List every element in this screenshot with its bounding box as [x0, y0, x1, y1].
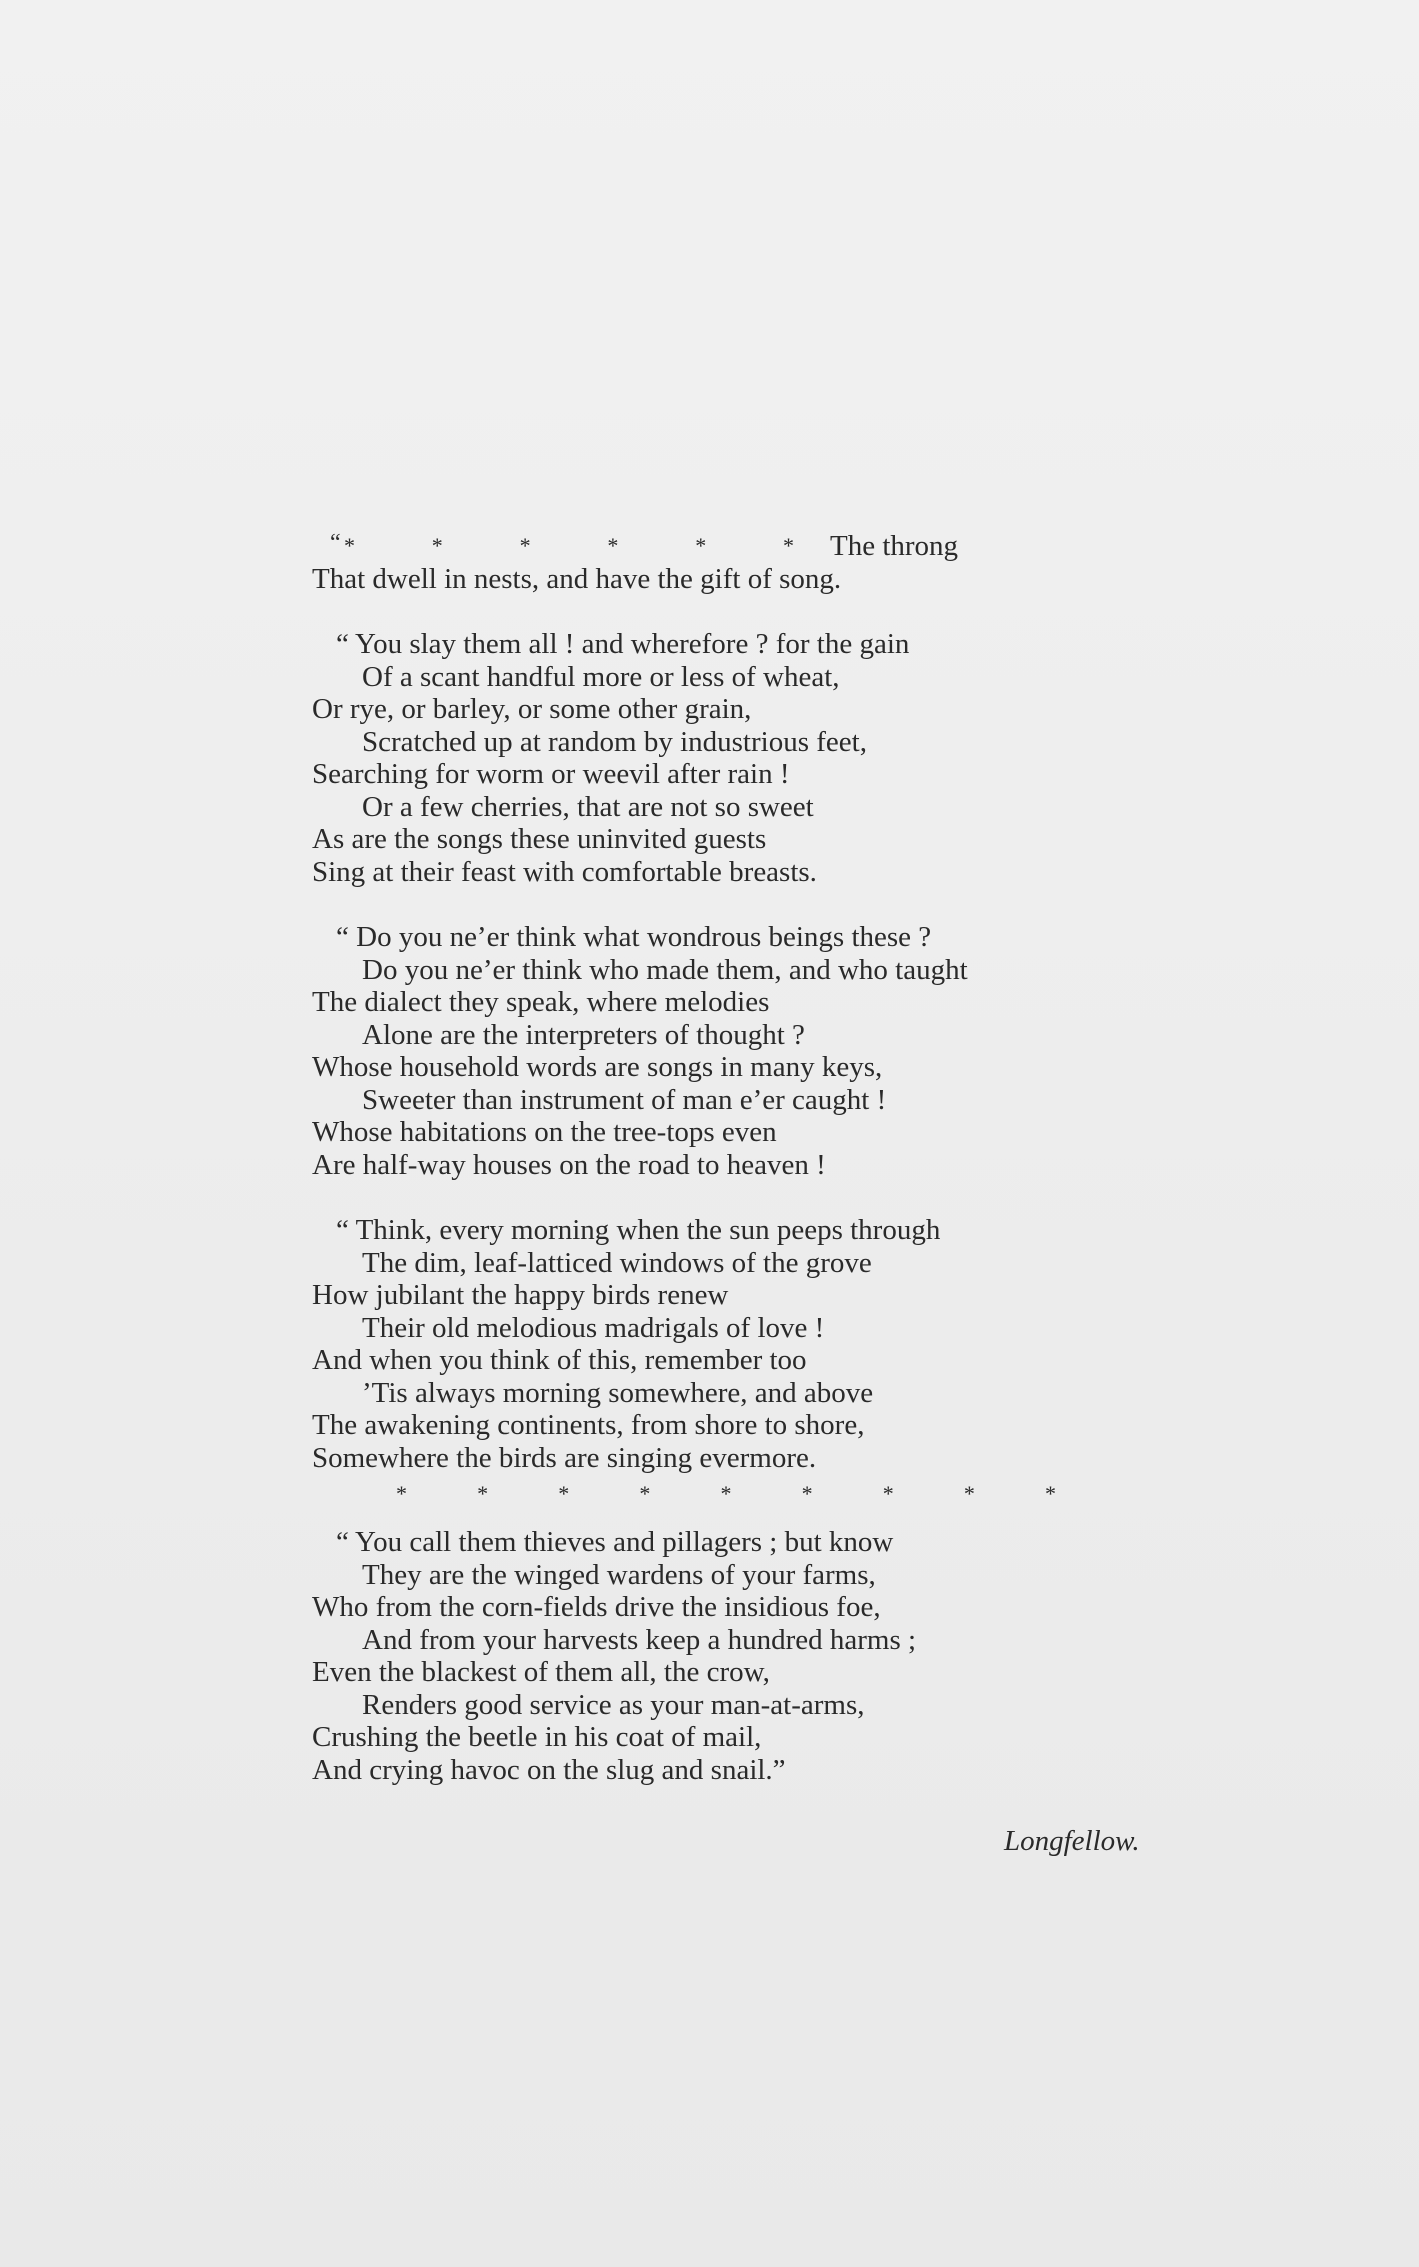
star: * [695, 533, 707, 558]
poem-line: “ You slay them all ! and wherefore ? for the gain [336, 628, 910, 660]
star: * [519, 533, 531, 558]
star: * [720, 1480, 732, 1506]
poem-line: Scratched up at random by industrious feet, [362, 725, 867, 758]
poem-line: Sing at their feast with comfortable breasts. [312, 855, 817, 888]
stanza [312, 1214, 1172, 1474]
poem-line: Of a scant handful more or less of wheat, [362, 660, 840, 693]
poem-line: Sweeter than instrument of man e’er caught ! [362, 1083, 887, 1116]
section-separator [396, 1474, 1056, 1514]
poem-line: Or rye, or barley, or some other grain, [312, 693, 752, 725]
poem-line: Do you ne’er think who made them, and who taught [362, 953, 968, 986]
poem-line: Even the blackest of them all, the crow, [312, 1656, 770, 1688]
poem-opening-line [312, 530, 1172, 563]
poem-line: The throng [830, 530, 959, 562]
poem-line: “ Do you ne’er think what wondrous beings these ? [336, 921, 932, 953]
poem-line: “ Think, every morning when the sun peeps through [336, 1214, 941, 1246]
star: * [639, 1480, 651, 1506]
poem-line: And from your harvests keep a hundred harms ; [362, 1623, 917, 1656]
stanza [312, 921, 1172, 1181]
poem-line: Whose habitations on the tree-tops even [312, 1116, 777, 1148]
poem-line: As are the songs these uninvited guests [312, 823, 767, 855]
poem-line: That dwell in nests, and have the gift of song. [312, 562, 842, 595]
poem-line: Crushing the beetle in his coat of mail, [312, 1721, 762, 1753]
star: * [344, 533, 355, 558]
star: * [882, 1480, 894, 1506]
stanza [312, 628, 1172, 888]
poem [312, 530, 1172, 1786]
attribution: Longfellow. [1004, 1825, 1140, 1857]
poem-line: And crying havoc on the slug and snail.” [312, 1753, 786, 1786]
poem-line: The dim, leaf-latticed windows of the grove [362, 1246, 872, 1279]
opening-stars [344, 530, 794, 563]
star: * [558, 1480, 570, 1506]
poem-line: Renders good service as your man-at-arms, [362, 1688, 865, 1721]
poem-line: Somewhere the birds are singing evermore. [312, 1441, 817, 1474]
poem-line: How jubilant the happy birds renew [312, 1279, 729, 1311]
poem-line: The dialect they speak, where melodies [312, 986, 770, 1018]
star: * [963, 1480, 975, 1506]
star: * [477, 1480, 489, 1506]
poem-line: “ You call them thieves and pillagers ; but know [336, 1526, 894, 1558]
stanza [312, 1526, 1172, 1786]
poem-line: Or a few cherries, that are not so sweet [362, 790, 814, 823]
star: * [607, 533, 619, 558]
star: * [396, 1480, 407, 1506]
star: * [782, 533, 794, 558]
star: * [431, 533, 443, 558]
poem-line: Whose household words are songs in many keys, [312, 1051, 883, 1083]
poem-line: Their old melodious madrigals of love ! [362, 1311, 825, 1344]
poem-line: Are half-way houses on the road to heaven ! [312, 1148, 826, 1181]
poem-line: And when you think of this, remember too [312, 1344, 807, 1376]
poem-line: They are the winged wardens of your farms, [362, 1558, 876, 1591]
poem-line: ’Tis always morning somewhere, and above [362, 1376, 874, 1409]
poem-line: The awakening continents, from shore to shore, [312, 1409, 865, 1441]
star: * [801, 1480, 813, 1506]
poem-line: Searching for worm or weevil after rain ! [312, 758, 790, 790]
star: * [1045, 1480, 1056, 1506]
poem-line: Alone are the interpreters of thought ? [362, 1018, 805, 1051]
opening-quote: “ [330, 530, 341, 556]
poem-line: Who from the corn-fields drive the insidious foe, [312, 1591, 881, 1623]
